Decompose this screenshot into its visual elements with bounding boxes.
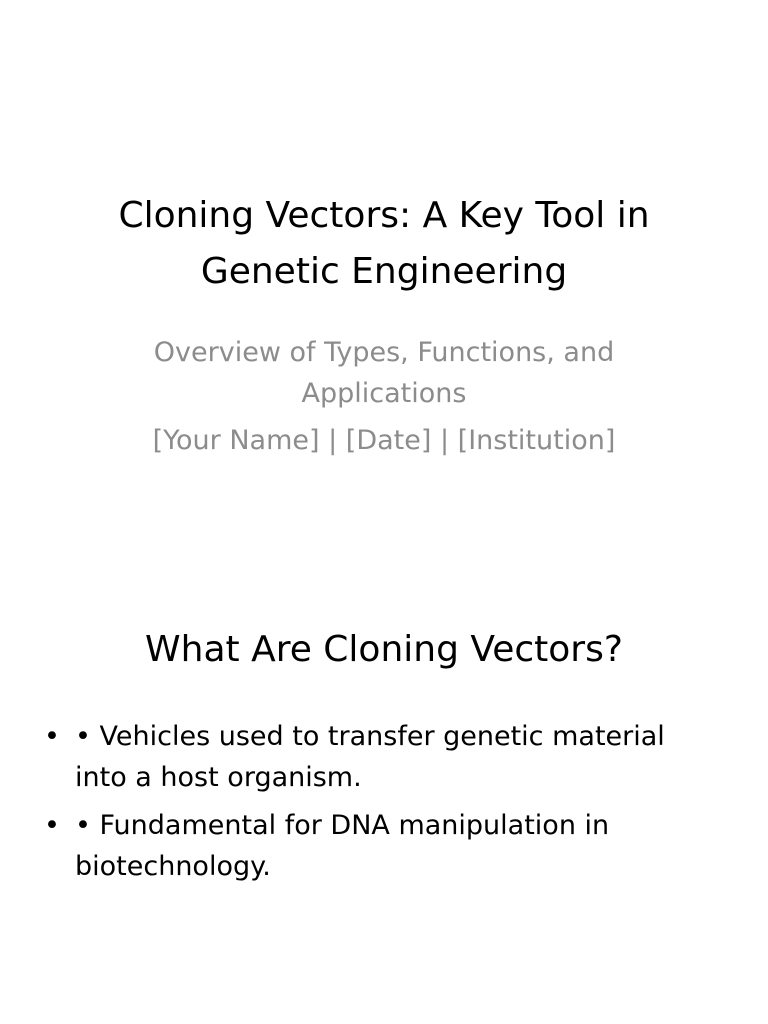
- bullet-item: [40, 716, 700, 798]
- bullet-text: • Vehicles used to transfer genetic material into a host organism.: [75, 721, 665, 793]
- bullet-text: • Fundamental for DNA manipulation in biotechnology.: [75, 810, 610, 882]
- presenter-info: [Your Name] | [Date] | [Institution]: [152, 425, 616, 456]
- slide-title: What Are Cloning Vectors?: [145, 629, 623, 670]
- slide-title: [60, 188, 708, 300]
- slide-subtitle: [100, 332, 668, 461]
- title-line: Cloning Vectors: A Key Tool in: [118, 195, 650, 236]
- subtitle-text: Overview of Types, Functions, and Applications: [153, 337, 615, 409]
- bullet-marker: •: [44, 810, 60, 841]
- bullet-marker: •: [44, 721, 60, 752]
- bullet-item: [40, 805, 700, 887]
- content-slide: [0, 576, 768, 1024]
- bullet-list: [40, 716, 700, 894]
- title-line: Genetic Engineering: [200, 251, 568, 292]
